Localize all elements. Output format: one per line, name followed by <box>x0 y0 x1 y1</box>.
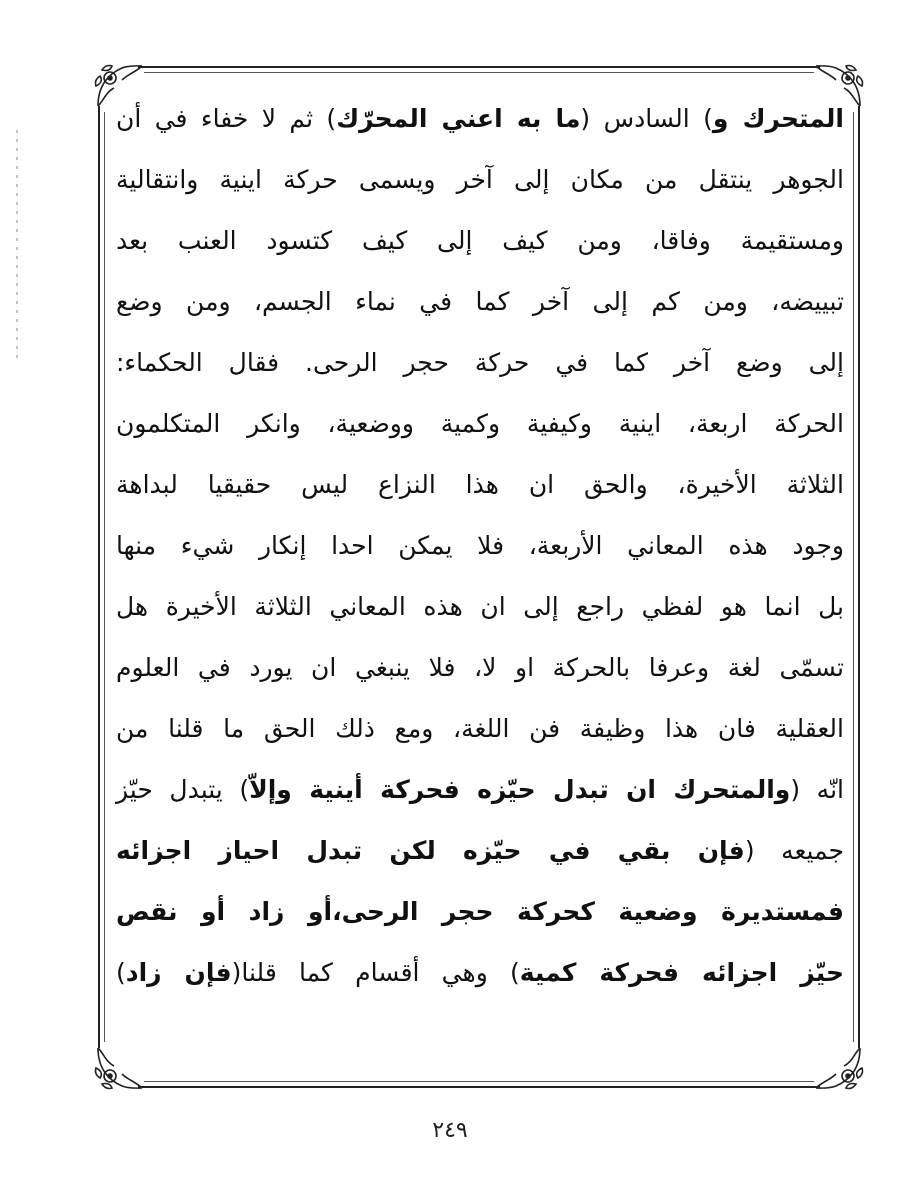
border-top <box>138 66 820 68</box>
text-segment: وجود هذه المعاني الأربعة، فلا يمكن احدا إنكار شيء منها <box>116 531 844 560</box>
text-segment: انّه ( <box>790 775 844 804</box>
text-segment: بل انما هو لفظي راجع إلى ان هذه المعاني الثلاثة الأخيرة هل <box>116 592 844 621</box>
text-segment: تسمّى لغة وعرفا بالحركة او لا، فلا ينبغي ان يورد في العلوم <box>116 653 844 682</box>
bold-quoted-text: فإن زاد <box>125 958 232 987</box>
text-segment: جميعه ( <box>744 836 844 865</box>
text-line <box>116 698 844 759</box>
text-line <box>116 210 844 271</box>
text-line <box>116 637 844 698</box>
border-bottom <box>138 1086 820 1088</box>
text-segment: ومستقيمة وفاقا، ومن كيف إلى كيف كتسود العنب بعد <box>116 226 844 255</box>
text-line <box>116 881 844 942</box>
text-segment: تبييضه، ومن كم إلى آخر كما في نماء الجسم، ومن وضع <box>116 287 844 316</box>
text-line <box>116 820 844 881</box>
text-segment: الثلاثة الأخيرة، والحق ان هذا النزاع ليس حقيقيا لبداهة <box>116 470 844 499</box>
text-segment: العقلية فان هذا وظيفة فن اللغة، ومع ذلك الحق ما قلنا من <box>116 714 844 743</box>
inner-border-bottom <box>144 1081 814 1082</box>
text-segment: ) السادس ( <box>580 104 713 133</box>
bold-quoted-text: ما به اعني المحرّك <box>336 104 581 133</box>
bold-quoted-text: فمستديرة وضعية كحركة حجر الرحى،أو زاد أو نقص <box>116 897 844 926</box>
inner-border-right <box>853 112 854 1042</box>
bold-quoted-text: فإن بقي في حيّزه لكن تبدل احياز اجزائه <box>116 836 745 865</box>
text-line <box>116 271 844 332</box>
text-line <box>116 515 844 576</box>
text-line <box>116 454 844 515</box>
floral-corner-ornament-icon <box>88 1038 148 1098</box>
text-segment: ) <box>116 958 126 987</box>
bold-quoted-text: والمتحرك ان تبدل حيّزه فحركة أينية وإلاّ <box>249 775 791 804</box>
body-text <box>116 88 844 1003</box>
text-segment: ) ثم لا خفاء في أن <box>116 104 337 133</box>
border-right <box>858 106 860 1048</box>
text-line <box>116 942 844 1003</box>
border-left <box>98 106 100 1048</box>
text-segment: ) وهي أقسام كما قلنا( <box>231 958 520 987</box>
bold-quoted-text: المتحرك و <box>712 104 844 133</box>
text-line <box>116 576 844 637</box>
bold-quoted-text: حيّز اجزائه فحركة كمية <box>519 958 844 987</box>
text-line <box>116 88 844 149</box>
text-line <box>116 149 844 210</box>
text-segment: إلى وضع آخر كما في حركة حجر الرحى. فقال الحكماء: <box>116 348 844 377</box>
page-number: ٢٤٩ <box>432 1118 468 1143</box>
text-line <box>116 393 844 454</box>
inner-border-top <box>144 72 814 73</box>
text-segment: الحركة اربعة، اينية وكيفية وكمية ووضعية، وانكر المتكلمون <box>116 409 844 438</box>
text-segment: ) يتبدل حيّز <box>116 775 250 804</box>
scan-artifact <box>16 130 18 360</box>
floral-corner-ornament-icon <box>810 1038 870 1098</box>
inner-border-left <box>104 112 105 1042</box>
text-line <box>116 759 844 820</box>
text-segment: الجوهر ينتقل من مكان إلى آخر ويسمى حركة اينية وانتقالية <box>116 165 844 194</box>
text-line <box>116 332 844 393</box>
